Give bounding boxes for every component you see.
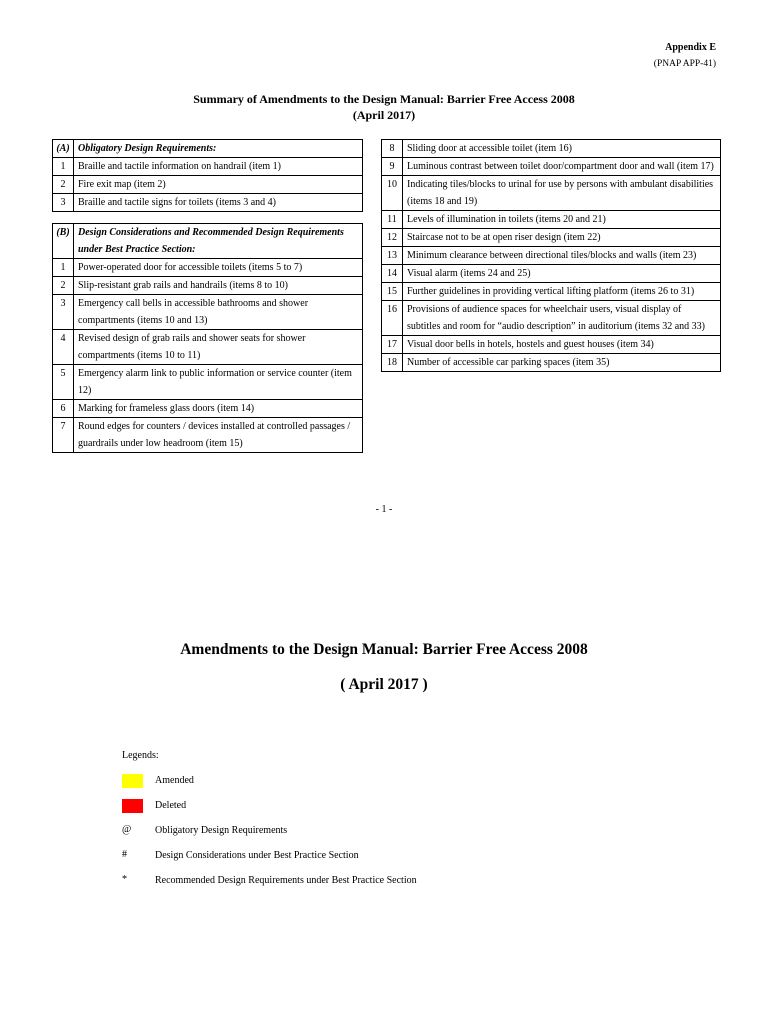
table-a-body <box>53 158 363 212</box>
table-row <box>382 229 721 247</box>
table-b-body <box>53 259 363 453</box>
legend-color-swatch <box>122 799 143 813</box>
table-row <box>53 259 363 277</box>
table-row <box>53 194 363 212</box>
summary-title-line1: Summary of Amendments to the Design Manual: Barrier Free Access 2008 <box>193 92 575 106</box>
table-c-item-number: 9 <box>382 158 403 176</box>
table-c-item-number: 16 <box>382 301 403 336</box>
table-b-label: (B) <box>53 224 74 259</box>
table-row <box>382 211 721 229</box>
table-b-item-text: Emergency alarm link to public information or service counter (item 12) <box>74 365 363 400</box>
legend-label: Recommended Design Requirements under Best Practice Section <box>155 875 417 886</box>
table-b-item-text: Emergency call bells in accessible bathrooms and shower compartments (items 10 and 13) <box>74 295 363 330</box>
table-a-item-text: Braille and tactile information on handrail (item 1) <box>74 158 363 176</box>
table-c-item-number: 12 <box>382 229 403 247</box>
amendments-title: Amendments to the Design Manual: Barrier Free Access 2008 <box>180 641 588 658</box>
table-row <box>53 277 363 295</box>
table-row <box>53 176 363 194</box>
table-b-item-number: 4 <box>53 330 74 365</box>
table-design-considerations <box>52 223 363 453</box>
table-row <box>382 265 721 283</box>
table-continued-items <box>381 139 721 372</box>
table-obligatory-requirements <box>52 139 363 212</box>
table-c-item-text: Levels of illumination in toilets (items 20 and 21) <box>403 211 721 229</box>
table-c-item-text: Provisions of audience spaces for wheelchair users, visual display of subtitles and room for “audio description” in auditorium (items 32 and 33) <box>403 301 721 336</box>
table-c-item-number: 13 <box>382 247 403 265</box>
legend-label: Obligatory Design Requirements <box>155 825 288 836</box>
table-c-item-number: 18 <box>382 354 403 372</box>
table-row <box>53 330 363 365</box>
table-b-item-number: 7 <box>53 418 74 453</box>
table-row <box>53 418 363 453</box>
table-c-item-text: Sliding door at accessible toilet (item 16) <box>403 140 721 158</box>
table-a-item-text: Braille and tactile signs for toilets (items 3 and 4) <box>74 194 363 212</box>
table-row <box>382 336 721 354</box>
table-a-heading: Obligatory Design Requirements: <box>74 140 363 158</box>
summary-title-line2: (April 2017) <box>352 108 416 122</box>
table-b-item-number: 2 <box>53 277 74 295</box>
legend-label: Deleted <box>155 800 187 811</box>
table-c-item-number: 11 <box>382 211 403 229</box>
pnap-reference: (PNAP APP-41) <box>653 59 716 69</box>
table-row <box>382 176 721 211</box>
table-b-heading: Design Considerations and Recommended Design Requirements under Best Practice Section: <box>74 224 363 259</box>
table-row <box>53 365 363 400</box>
table-row <box>382 158 721 176</box>
amendments-date: ( April 2017 ) <box>340 676 428 693</box>
table-c-item-text: Staircase not to be at open riser design (item 22) <box>403 229 721 247</box>
table-b-header-row <box>53 224 363 259</box>
table-b-item-text: Round edges for counters / devices installed at controlled passages / guardrails under low headroom (item 15) <box>74 418 363 453</box>
table-a-item-number: 2 <box>53 176 74 194</box>
table-b-item-number: 6 <box>53 400 74 418</box>
legend-symbol: @ <box>122 824 132 835</box>
table-c-item-text: Number of accessible car parking spaces (item 35) <box>403 354 721 372</box>
table-b-item-text: Power-operated door for accessible toilets (items 5 to 7) <box>74 259 363 277</box>
summary-title <box>0 91 768 123</box>
legend-label: Amended <box>155 775 194 786</box>
table-a-item-text: Fire exit map (item 2) <box>74 176 363 194</box>
table-c-item-text: Indicating tiles/blocks to urinal for use by persons with ambulant disabilities (items 18 and 19) <box>403 176 721 211</box>
table-row <box>382 354 721 372</box>
table-row <box>53 295 363 330</box>
table-row <box>382 301 721 336</box>
table-b-item-text: Slip-resistant grab rails and handrails (items 8 to 10) <box>74 277 363 295</box>
table-a-header-row <box>53 140 363 158</box>
table-a-label: (A) <box>53 140 74 158</box>
table-c-item-text: Further guidelines in providing vertical lifting platform (items 26 to 31) <box>403 283 721 301</box>
table-b-item-number: 3 <box>53 295 74 330</box>
table-c-item-text: Luminous contrast between toilet door/compartment door and wall (item 17) <box>403 158 721 176</box>
table-c-item-number: 14 <box>382 265 403 283</box>
table-c-item-number: 17 <box>382 336 403 354</box>
table-row <box>382 140 721 158</box>
legend-label: Design Considerations under Best Practice Section <box>155 850 359 861</box>
legend-color-swatch <box>122 774 143 788</box>
table-b-item-number: 1 <box>53 259 74 277</box>
table-row <box>382 283 721 301</box>
table-c-item-text: Visual door bells in hotels, hostels and guest houses (item 34) <box>403 336 721 354</box>
table-c-item-number: 15 <box>382 283 403 301</box>
page-number: - 1 - <box>375 504 393 515</box>
legend-symbol: * <box>122 874 127 885</box>
table-c-item-text: Minimum clearance between directional tiles/blocks and walls (item 23) <box>403 247 721 265</box>
table-a-item-number: 1 <box>53 158 74 176</box>
table-row <box>53 400 363 418</box>
table-row <box>382 247 721 265</box>
table-a-item-number: 3 <box>53 194 74 212</box>
legend-symbol: # <box>122 849 127 860</box>
legends-title: Legends: <box>122 750 159 761</box>
table-c-item-number: 10 <box>382 176 403 211</box>
table-row <box>53 158 363 176</box>
table-b-item-text: Marking for frameless glass doors (item 14) <box>74 400 363 418</box>
table-b-item-number: 5 <box>53 365 74 400</box>
appendix-label: Appendix E <box>665 42 716 53</box>
table-c-body <box>382 140 721 372</box>
table-c-item-number: 8 <box>382 140 403 158</box>
table-b-item-text: Revised design of grab rails and shower seats for shower compartments (items 10 to 11) <box>74 330 363 365</box>
table-c-item-text: Visual alarm (items 24 and 25) <box>403 265 721 283</box>
